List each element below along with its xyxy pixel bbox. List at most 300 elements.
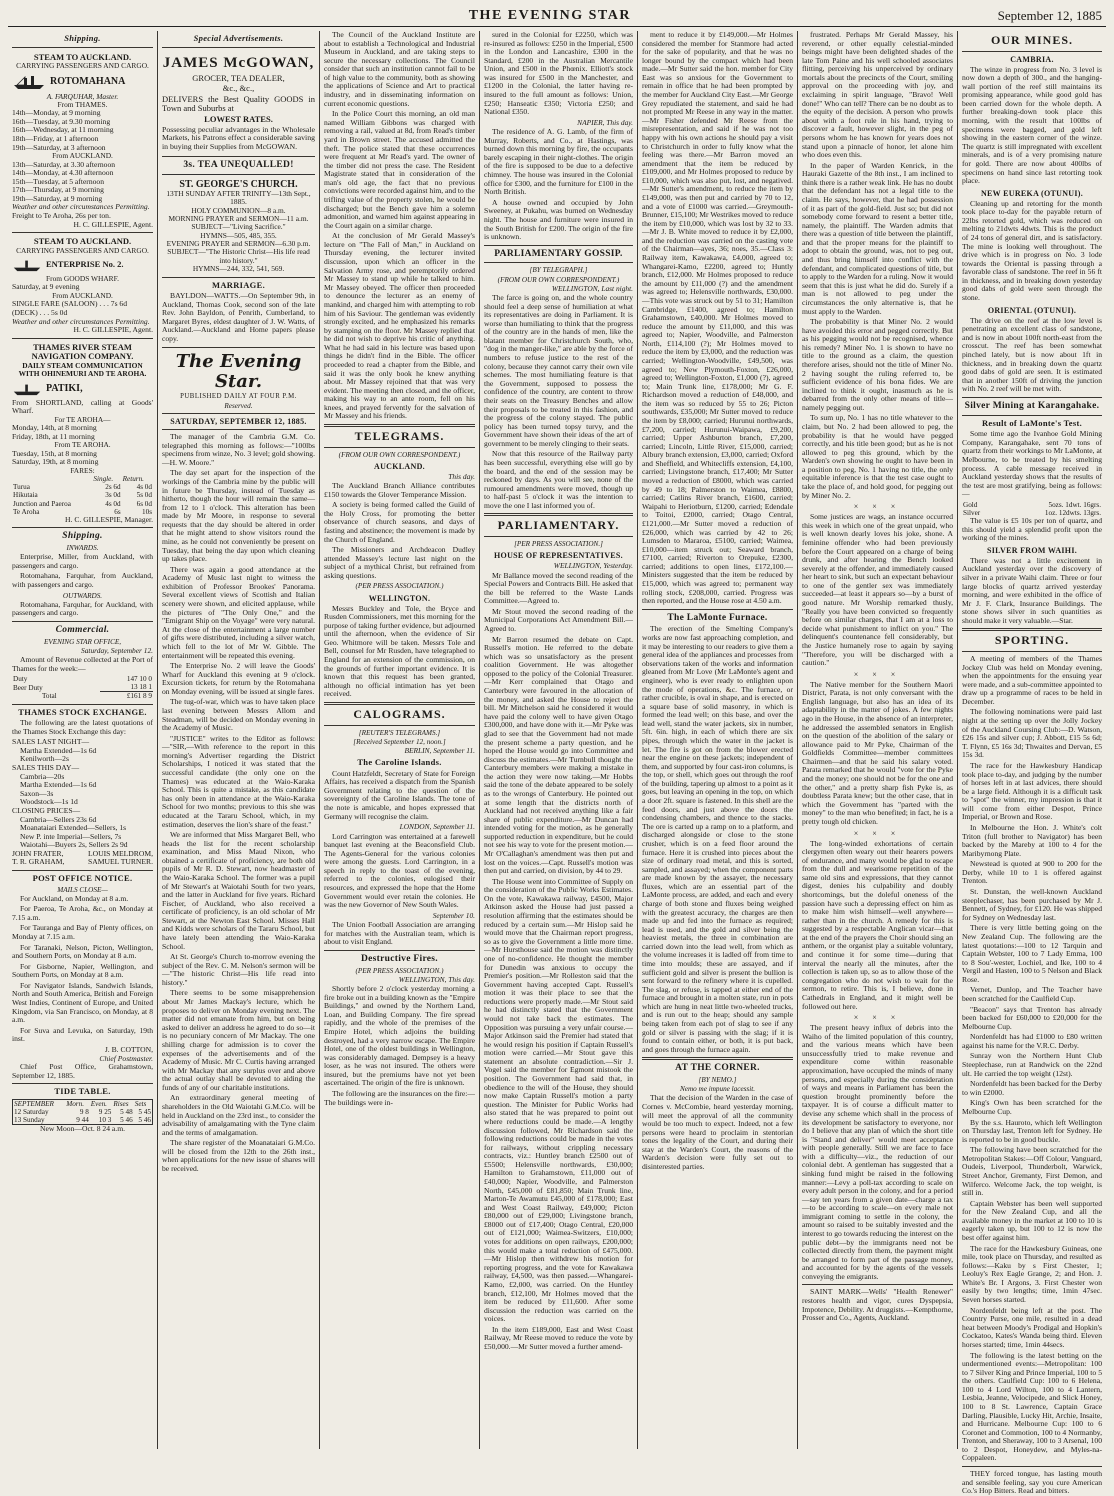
news-paragraph: A house owned and occupied by John Sweeney, at Pukahu, was burned on Wednesday night. The house and furniture were insured in the South British for £200. The origin of the fire is unknown.: [484, 197, 633, 242]
sales-day-label: SALES THIS DAY—: [12, 763, 80, 773]
list-item: Moanataiari Extended—Sellers, 1s: [20, 823, 127, 833]
route: From SHORTLAND, calling at Goods' Wharf.: [12, 397, 153, 416]
news-paragraph: ment to reduce it by £149,000.—Mr Holmes considered the member for Stanmore had acted for the sake of popularity, and that he was no longer bound by the compact which had been made.—Mr Sutter said the hon. member for City East was so anxious for the Government to remain in office that he had been prompted by the member for Auckland City East.—Mr George Grey repudiated the statement, and said he had not prompted Mr Reese in any way in the matter.—Mr Fisher defended Mr Reese from the misrepresentation, and said if he was not too happy with his own actions he should pay a visit to Christchurch in order to fully know what the feeling was there.—Mr Barron moved an amendment that the item be reduced by £109,000, and Mr Holmes proposed to reduce by £10,000, which was also put, lost, and negatived.—Mr Sutter's amendment, to reduce the item by £149,000, was then put and carried by 70 to 12, and a vote of £1000 was carried.—Greymouth-Brunner, £15,100; Mr Westrikes moved to reduce the item by £10,000, which was lost by 32 to 33.—Mr J. B. White moved to reduce it by £2,000, and the reduction was carried on the casting vote of the Chairman—ayes, 36; noes, 35.—Class 3: Railway item, Kawakawa, £4,000, agreed to; Whangarei-Kamo, £2200, agreed to; Huntly branch, £12,000. Mr Holmes proposed to reduce the amount by £11,000 (?) and the amendment was agreed to; Helensville northwards, £30,000.—This vote was struck out by 51 to 31; Hamilton Cambridge, £1400, agreed to; Hamilton Grahamstown, £40,000. Mr Holmes moved to reduce the amount by £11,000, and this was agreed to; Napier, Woodville, and Palmerston North, £114,100 (?); Mr Holmes moved to reduce the item by £3,000, and the reduction was carried; Wellington-Woodville, £49,500, was agreed to; New Plymouth-Foxton, £26,000, agreed to; Wellington-Foxton, £1,000 (?), agreed to; Main Trunk line, £178,000; Mr G. F. Richardson moved a reduction of £48,000, and the item was so reduced by 55 to 26; Picton southwards, £35,000; Mr Sutter moved to reduce the item by £8,000; carried; Hurunui northwards, £7,200, carried; Hurunui-Waipawa, £9,200, carried; Upper Ashburton branch, £7,200, carried; Lincoln, Little River, £15,000, carried; Albury branch extension, £3,000, carried; Oxford and Sheffield, and Whitecliffs extension, £4,100, carried; Livingstone branch, £17,400; Mr Sutter moved a reduction of £8000, which was carried by 49 to 18; Palmerston to Waimea, £8800, carried; Catlins River branch, £1600, carried; Waipahi to Heriotburn, £1200, carried; Edendale to Toitoi, £2000, carried; Otago Central, £121,000.—Mr Sutter moved a reduction of £26,000, which was carried by 42 to 26; Lumsden to Mararoa, £5100, carried; Waimea, £10,000—item struck out; Seaward branch, £7100, carried; Riverton to Orepuke, £2300, carried; additions to open lines, £172,100.—Ministers suggested that the item be reduced by £15,000, which was agreed to; permanent way rolling stock, £208,000, carried. Progress was then reported, and the House rose at 4.50 a.m.: [642, 30, 793, 606]
cell: 6s: [114, 507, 121, 516]
telegrams-source: (FROM OUR OWN CORRESPONDENT.): [338, 450, 461, 459]
cell: Silver: [963, 508, 981, 517]
sales-label: SALES LAST NIGHT—: [12, 737, 90, 747]
list-item: Cambria—20s: [20, 771, 65, 781]
auckland-dateline: AUCKLAND.: [374, 461, 425, 471]
merchant-name: JAMES McGOWAN,: [162, 54, 315, 71]
cell: Junction and Paeroa: [13, 499, 71, 508]
ad-subtitle: CARRYING PASSENGERS AND CARGO.: [16, 61, 149, 71]
caroline-heading: The Caroline Islands.: [357, 757, 442, 768]
news-paragraph: The present heavy influx of debris into the Waiho of the limited population of this country, and the various means which have been unsuccessfully tried to make revenue and expenditure come within reasonable approximation, have occupied the minds of many persons, and especially during the consideration of ways and means in Parliament has been the question brought prominently before the taxpayer. It is of course a difficult matter to devise any scheme which shall in the process of its development be satisfactory to everyone, nor do I believe that any plan of which the short title is "Stand and deliver" would meet acceptance with people generally. Still we are face to face with a difficulty—viz., the reduction of our colonial debt. A gentleman has suggested that a sinking fund might be raised in the following manner:—Levy a poll-tax according to scale on every adult person in the colony, and for a period—say ten years from a given date—charge a tax—to be according to scale—on every male not immigrant coming to settle in the colony, the amount so raised to be suitably invested and the interest to go towards reducing the interest on the public debt—by the immigrants need not be collected directly from them, the payment might be arranged to form part of the passage money, and accounted for by the agents of the vessels conveying the emigrants.: [802, 1023, 953, 1281]
list-item: Waiotahi—Buyers 2s, Sellers 2s 9d: [20, 840, 128, 850]
news-paragraph: "JUSTICE" writes to the Editor as follows:—"SIR,—With reference to the report in this morning's Advertiser regarding the District Scholarships, I noticed it was stated that the successful candidate (the only one on the Thames) was educated at the Waio-Karaka School. This is quite a mistake, as this candidate has only been in attendance at the Waio-Karaka School for two months; previous to this she was educated at the Tararu School, which, in my estimation, deserves the lion's share of the feast.": [162, 733, 315, 829]
news-paragraph: To sum up, No. 1 has no title whatever to the claim, but No. 2 had been allowed to peg, the probability is that he would have pegged correctly, and his title been good; but as he is not allowed to peg this ground, which by the Warden's own showing he ought to have been in a position to peg, No. 1 having no title, the only equitable inference is that the test case ought to take the place of, and hold good, for pegging out by Miner No. 2.: [802, 413, 953, 500]
cell: 9 8: [79, 1107, 89, 1116]
church-title: ST. GEORGE'S CHURCH.: [179, 178, 298, 190]
news-paragraph: At the conclusion of Mr Gerald Massey's lecture on "The Fall of Man," in Auckland on Thursday evening, the lecturer invited discussion, upon which an officer in the Salvation Army rose, and peremptorily ordered Mr Massey to stand up while he talked to him. Mr Massey obeyed. The officer then proceeded to denounce the lecturer as an enemy of mankind, and charged him with attempting to rob him of his Saviour. The gentleman was evidently strongly excited, and he emphasized his remarks by stamping on the floor. Mr Massey replied that he did not wish to deprive his critic of anything. What he had said in his lecture was based upon things he didn't find in the Bible. The officer proceeded to read a chapter from the Bible, and said it was the only book he knew anything about. Mr Massey rejoined that that was very evident. The meeting then closed, and the officer, making his way to an ante room, fell on his knees, and prayed fervently for the salvation of Mr Massey and his friends.: [324, 231, 475, 421]
cell: Beer Duty: [13, 683, 43, 692]
office: EVENING STAR OFFICE,: [43, 637, 122, 646]
news-paragraph: There was again a good attendance at the Academy of Music last night to witness the exhibition of Professor Brookes' Panorama. Several excellent views of Scottish and Italian scenery were shown, and elicited applause, while the pictures of "The Only One," and the "Emigrant Ship on the Voyage" were very natural. At the close of the entertainment a large number of gifts were distributed, including a silver watch, which fell to the lot of Mr W. Gibble. The entertainment will be repeated this evening.: [162, 564, 315, 660]
table-row: [12, 491, 153, 499]
service-line: SUBJECT—"Living Sacrifice.": [191, 222, 286, 232]
section-break: × × ×: [853, 828, 902, 838]
news-paragraph: In Melbourne the Hon. J. White's colt Triton (full brother to Navigator) has been backed by the Mareby at 100 to 4 for the Maribyrnong Plate.: [962, 823, 1102, 858]
exchange-intro: The following are the latest quotations of the Thames Stock Exchange this day:: [12, 718, 153, 736]
steam-to-auckland-ad: [12, 51, 153, 234]
gossip-heading: PARLIAMENTARY GOSSIP.: [494, 248, 623, 259]
divider: [484, 536, 633, 537]
assay-table: [962, 501, 1102, 517]
list-item: Kenilworth—2s: [20, 754, 69, 764]
news-paragraph: The manager of the Cambria G.M. Co. telegraphed this morning as follows:—"100lbs specimens from winze, No. 3 level; gold showing.—H. W. Moore.": [162, 432, 315, 467]
service-line: HYMNS—505, 485, 355.: [200, 230, 277, 240]
telegram: Messrs Buckley and Tole, the Bryce and Rusden Commissioners, met this morning for the purpose of taking further evidence, but adjourned until the afternoon, when the evidence of Sir Geo. Whitmore will be taken. Messrs Tole and Bell, counsel for Mr Rusden, have telegraphed to England for an extension of the commission, on the grounds of further important evidence. It is known that this request has been granted, although no official intimation has yet been received.: [324, 603, 475, 699]
news-paragraph: In the paper of Warden Kenrick, in the Hauraki Gazette of the 8th inst., I am inclined to think there is a rather weak link. He has no doubt that the defendant has not a legal title to the claim. He says, however, that he had possession of it as part of the gold-field. Just so; but did not somebody come forward to resent a better title, namely, the plaintiff. The Warden admits that there was a question of title between the plaintiff, and that the proper means for the plaintiff to adopt to obtain the ground, was, not to peg out, and thus bring himself into conflict with the defendant, and complicated questions of title, but to apply to the Warden for a ruling. Now it would seem that this is just what he did do. Surely if a man is not allowed to peg under the circumstances the only alternative is, that he must apply to the Warden.: [802, 160, 953, 316]
revenue-intro: Amount of Revenue collected at the Port of Thames for the week:—: [12, 655, 153, 673]
cell: 5 45: [138, 1107, 151, 1116]
manager: H. C. GILLESPIE, Manager.: [65, 514, 153, 524]
divider: [962, 1466, 1102, 1467]
ship-name: ENTERPRISE No. 2.: [46, 259, 124, 270]
dateline: This day.: [448, 471, 475, 481]
mail-item: For Suva and Levuka, on Saturday, 19th inst.: [12, 1025, 153, 1044]
signatory: JOHN FRATER,: [12, 848, 64, 858]
shipping-news-heading: Shipping.: [62, 531, 103, 542]
ad-text: Possessing peculiar advantages in the Wholesale Markets, his Patrons effect a considerable saving in buying their Supplies from McGOWAN.: [162, 124, 315, 152]
list-item: Martha Extended—1s 6d: [20, 745, 97, 755]
tea-ad: 3s. TEA UNEQUALLED!: [162, 160, 315, 175]
cell: 5 46: [120, 1116, 133, 1125]
cambria-heading: CAMBRIA.: [1010, 54, 1054, 64]
news-paragraph: King's Own has been scratched for the Melbourne Cup.: [962, 1098, 1102, 1116]
news-paragraph: There was not a little excitement in Auckland yesterday over the discovery of silver in a private Waihi claim. Three or four large blocks of quartz arrived yesterday morning, and were exhibited in the office of Mr J. F. Clark, Insurance Buildings. The stone shows silver in such quantities as should make it very valuable.—Star.: [962, 555, 1102, 625]
divider: [484, 513, 633, 516]
section-break: × × ×: [853, 502, 902, 512]
single-fare: SINGLE FARE (SALOON) . . . 7s 6d: [12, 299, 128, 309]
ship-name: PATIKI,: [46, 382, 83, 394]
divider: [324, 950, 475, 951]
list-item: Martha Extended—1s 6d: [20, 780, 97, 790]
news-paragraph: The long-winded exhortations of certain clergymen often weary out their hearers powers of endurance, and many would be glad to escape from the dull and wearisome repetition of the same old sins and expressions, that they cannot digest, denies his culpability and doubly shortcomings, but the doleful oneness of the passion have such a depressing effect on him as to make him wish himself—well anywhere—rather than in the church. A remedy for this is suggested by a respectable Anglican vicar—that at the end of the prayers the Choir should sing an anthem, or the organist play a suitable voluntary, and continue it for some time—during that interval the nearly all the minutes, after the collection is taken up, so as to allow those of the congregation who do not wish to wait for the sermon, to retire. This is, I believe, done in Cathedrals in England, and it might well be followed out here.: [802, 838, 953, 1011]
deck-fare: (DECK) . . . 5s 0d: [12, 307, 68, 317]
steamship-icon: [12, 257, 42, 273]
news-paragraph: Mr Barron resumed the debate on Capt. Russell's motion. He referred to the debate which was so unsatisfactory as the present coalition Government. He was altogether opposed to the policy of the Colonial Treasurer.—Mr Kerr complained that Otago and Canterbury were favoured in the allocation of the money, and asked the House to reject the bill. Mr Mitchelson said he considered it would have paid the colony well to have given Otago £300,000, and have done with it.—Mr Pyke was glad to see that the Government had not made the present scheme a party question, and he hoped the House would go into Committee and discuss the estimates.—Mr Turnbull thought the Canterbury members were making a mistake in the action they were now taking.—Mr Hobbs said the tone of the debate appeared to be solely as to the wrongs of Canterbury. He pointed out at some length that the districts north of Auckland had not received anything like a fair share of public expenditure.—Mr Duncan had intended voting for the motion, as he generally supported reduction in expenditure, but he could not see his way to vote for the present motion.—Mr O'Callaghan's amendment was then put and lost on the voices.—Capt. Russell's motion was then put and carried, on division, by 44 to 29.: [484, 634, 633, 876]
divider: [642, 1057, 793, 1060]
news-paragraph: Mr Ballance moved the second reading of the Special Powers and Contracts Bill. He asked that the bill be referred to the Waste Lands Committee.—Agreed to.: [484, 570, 633, 606]
divider: [962, 397, 1102, 398]
column-6: [798, 31, 958, 1449]
mail-item: For Auckland, on Monday at 8 a.m.: [20, 893, 129, 903]
waihi-heading: SILVER FROM WAIHI.: [986, 545, 1078, 555]
sporting-heading: SPORTING.: [994, 633, 1070, 648]
cable: Count Hatzfeldt, Secretary of State for Foreign Affairs, has received a dispatch from the Spanish Government relating to the question of the sovereignty of the Caroline Islands. The tone of the note is amicable, and hopes expressed that Germany will recognise the claim.: [324, 768, 475, 821]
lowest-rates: LOWEST RATES.: [204, 113, 273, 124]
signatories: [12, 858, 153, 867]
news-paragraph: The share register of the Moanataiari G.M.Co. will be closed from the 12th to the 26th inst., when applications for the new issue of shares will be received.: [162, 1138, 315, 1174]
divider: [162, 347, 315, 348]
furnace-heading: The LaMonte Furnace.: [667, 612, 768, 623]
cell: Total: [42, 692, 57, 701]
postmaster: J. B. COTTON,: [104, 1044, 153, 1054]
fire-report: The following are the insurances on the fire:—The buildings were in-: [324, 1088, 475, 1107]
ship-block: [12, 381, 153, 397]
time-line: 15th—Tuesday, at 5 afternoon: [12, 176, 105, 186]
divider: [484, 245, 633, 246]
news-paragraph: At St. George's Church to-morrow evening the subject of the Rev. C. M. Nelson's sermon will be—"The historic Christ—His life read into history.": [162, 952, 315, 987]
cell: 12 Saturday: [14, 1107, 49, 1116]
for-te-aroha: For TE AROHA—: [54, 414, 111, 424]
cell: 5s 0d: [136, 491, 152, 500]
table-header-row: [12, 475, 153, 483]
published: PUBLISHED DAILY AT FOUR P.M.: [180, 393, 297, 401]
table-row: [12, 683, 153, 692]
time-line: Saturday, 19th, at 8 morning: [12, 457, 99, 467]
corner-heading: AT THE CORNER.: [675, 1063, 760, 1074]
news-paragraph: The Native member for the Southern Maori District, Parata, is not only conversant with the English language, but also has an idea of its adaptability in the matter of jokes. A few nights ago in the House, in the absence of an interpreter, he addressed the assembled senators in English on the question of the abolition of the salary or allowance paid to Mr Pyke, Chairman of the Goldfields Committee—member committees Chairmen—and that he said his salary voted. Parata remarked that he would "vote for the Pyke and the money; one should not be for the one and the other," and a pretty sharp fish Pyke is, as doubtless Parata knew; but the other case, that in which the Government has "parted with the money" to the man who benefited; in fact, he is a pretty tough old chicken.: [802, 679, 953, 826]
cell: Te Aroha: [13, 507, 40, 516]
news-paragraph: A meeting of members of the Thames Jockey Club was held on Monday evening, when the appointments for the ensuing year were made, and a sub-committee appointed to draw up a programme of races to be held in December.: [962, 654, 1102, 706]
list-item: Woodstock—1s 1d: [20, 797, 78, 807]
news-paragraph: The following have been scratched for the Metropolitan Stakes:—Off Colour, Vanguard, Oudeis, Liverpool, Thunderbolt, Warwick, Street Anchor, Gremanty, First Demon, and Wilferco. Welcome Jack, the top weight, is still in.: [962, 1145, 1102, 1198]
telegram: A society is being formed called the Guild of the Holy Cross, for promoting the better observance of church seasons, and days of fasting and abstinence; the movement is made by the Church of England.: [324, 500, 475, 544]
news-paragraph: Newstead is quoted at 900 to 200 for the Derby, while 10 to 1 is offered against Trenton.: [962, 859, 1102, 886]
section-break: × × ×: [853, 1013, 902, 1023]
commercial-heading: Commercial.: [55, 624, 110, 635]
agent: H. C. GILLESPIE, Agent.: [73, 219, 153, 229]
mail-item: For Tauranga and Bay of Plenty offices, on Monday at 7.15 a.m.: [12, 923, 153, 942]
reserved: Reserved.: [224, 401, 253, 410]
press-association: [PER PRESS ASSOCIATION.]: [514, 540, 603, 548]
news-paragraph: Some justices are wags, an instance occurred this week in which one of the great unpaid, who is well known dearly loves his joke, shone. A feminine offender who had been previously before the Court appeared on a charge of being drunk, and after hearing the Bench looked severely at the offender, and immediately caused her heart to sink, but such an expectant behaviour to one of the gentler sex was immediately succeeded—at least it appears so—by a burst of good nature. Mr Worship remarked thusly, "Really you have been convicted so frequently before on similar charges, that I am at a loss to decide what punishment to inflict on you." The delinquent's countenance fell considerably, but the Justice humanely rose to again by saying "Therefore, you will be discharged with a caution.": [802, 512, 953, 668]
dateline: WELLINGTON, This day.: [398, 974, 475, 984]
cell: 1oz. 12dwts. 13grs.: [1044, 508, 1101, 517]
column-header: Single.: [93, 475, 114, 484]
news-paragraph: The probability is that Miner No. 2 would have avoided this error and pegged correctly. But as his pegging would not be recognised, whence his remedy? Miner No. 1 is shown to have no title to the ground as a claim, the question therefore arises, should not the title of Miner No. 2 having sought the ruling referred to, be sufficient evidence of his bona fides. We are inclined to think it ought, inasmuch as he is debarred from the only other means of title—namely pegging out.: [802, 317, 953, 412]
news-paragraph: The residence of A. G. Lamb, of the firm of Murray, Roberts, and Co., at Hastings, was burned down this morning by fire, the occupants barely escaping in their night-clothes. The origin of the fire is supposed to be due to a defective chimney. The house was insured in the Colonial office for £300, and the furniture for £100 in the North British.: [484, 127, 633, 197]
motto: Nemo me impune lacessit.: [679, 1085, 756, 1094]
exchange-heading: THAMES STOCK EXCHANGE.: [18, 706, 147, 717]
news-paragraph: Captain Webster has been well supported for the New Zealand Cup, and all the available money in the market at 100 to 10 is eagerly taken up, but 100 to 12 is now the best offer against him.: [962, 1198, 1102, 1243]
table-row: [13, 1108, 153, 1116]
divider: [324, 424, 475, 427]
mail-item: For Paeroa, Te Aroha, &c., on Monday at 7.15 a.m.: [12, 904, 153, 922]
closing-label: CLOSING PRICES—: [12, 805, 81, 815]
list-item: New P. inte Imperial—Sellers, 7s: [20, 831, 122, 841]
news-paragraph: We are informed that Miss Margaret Bell, who heads the list for the recent scholarship examination, and Miss Maud Nixon, who obtained a certificate of proficiency, are both old pupils of Mr R. D. Stewart, now headmaster of the Waio-Karaka School. The former was a pupil of Mr Stewart's at Waiotahi South for two years, and the latter in Auckland for five years. Richard Fischer, of Auckland, who also received a certificate of proficiency, is an old scholar of Mr Stewart, at the Newton East School. Misses Hall and Kidds were scholars of the Tararu School, but have lately been attending the Waio-Karaka School.: [162, 830, 315, 951]
divider: [962, 415, 1102, 416]
cell: 5 48: [120, 1107, 133, 1116]
news-paragraph: That the decision of the Warden in the case of Cornes v. McCombie, heard yesterday morning, will meet the approval of all the community would be too much to expect. Indeed, not a few persons were heard to proclaim in stentorian tones the legality of the Court, and during their stay at the Warden's Court, the reasons of the Warden's decision were fully set out to disinterested parties.: [642, 1093, 793, 1171]
moon-phase: New Moon—Oct. 8 24 a.m.: [40, 1124, 125, 1134]
shipping-heading: Shipping.: [64, 33, 101, 43]
news-paragraph: Mr Stout moved the second reading of the Municipal Corporations Act Amendment Bill.—Agreed to.: [484, 606, 633, 633]
divider: [802, 1284, 953, 1285]
news-paragraph: There is very little betting going on the New Zealand Cup. The following are the latest quotations:—100 to 12 Tarquin and Captain Webster, 100 to 7 Lady Emma, 100 to 8 Sou'-wester, Lochiel, and Ike, 100 to 4 Vergil and Hasten, 100 to 5 Nelson and Black Rose.: [962, 923, 1102, 984]
column-7: [958, 31, 1106, 1496]
divider: [12, 704, 153, 705]
service-line: HYMNS—244, 332, 541, 569.: [192, 264, 285, 274]
news-paragraph: The winze in progress from No. 3 level is now down a depth of 300., and the hanging-wall portion of the reef still maintains its promising appearance, while good gold has been carried down for the whole depth. A further breaking-down took place this morning, with the result that 100lbs of specimens were bagged, and gold left showing in the eastern corner of the winze. The quartz is still impregnated with excellent minerals, and is of a very promising nature for gold. There are now about 400lbs of specimens on hand since last retorting took place.: [962, 64, 1102, 186]
divider: [642, 609, 793, 610]
calograms-heading: CALOGRAMS.: [353, 706, 446, 721]
master: A. FARQUHAR, Master.: [46, 91, 119, 101]
news-paragraph: Cleaning up and retorting for the month took place to-day for the payable return of 22lbs retorted gold, which was reduced on melting to 21dwts 4dwts. This is the product of 24 tons of general dirt, and is satisfactory. The mine is looking well throughout. The drive which is in progress on No. 3 lode towards the Oriental is passing through a favorable class of sandstone. The reef in 56 ft in thickness, and in breaking down yesterday good dabs of gold were seen through the stone.: [962, 198, 1102, 303]
news-paragraph: "Beacon" says that Trenton has already been backed for £60,000 to £20,000 for the Melbourne Cup.: [962, 1004, 1102, 1031]
ship-block: [12, 257, 153, 273]
news-paragraph: An extraordinary general meeting of shareholders in the Old Waiotahi G.M.Co. will be held in Auckland on the 23rd inst., to consider the advisability of amalgamating with the Tyne claim and the terms of amalgamation.: [162, 1093, 315, 1137]
newspaper-title: THE EVENING STAR: [468, 8, 631, 23]
news-paragraph: The erection of the Smelting Company's works are now fast approaching completion, and it may be interesting to our readers to give them a general idea of the appliances and processes from observations taken of the works and information gleaned from Mr Love (Mr LaMonte's agent and engineer), who is ever ready to enlighten upon the mode of operations, &c. The furnace, or rather crucible, is oval in shape, and is erected on a square base of solid masonry, in which is formed the lead well; on this base, and over the lead well, stand the water jackets, six in number, 5ft. 6in. high, in each of which there are six pipes, through which the water in the jacket is let. The fire is got on from the blower erected near the engine on these jackets; independent of them, and supported by four cast-iron columns, is the top, or shell, which goes out through the roof of the building, tapering up almost to a point as it goes, but leaving an opening in the top, on which a door 2ft. square is fastened. In this shell are the feed doors, and just above the doors the condensing chambers, and thence to the stacks. The ore is carted up a ramp on to a platform, and discharged alongside or close to the stone crusher, which is on a feed floor around the furnace. Here it is crushed into pieces about the size of ordinary road metal, and this is sorted, sampled, and assayed; when the component parts are made known by the assayer, the necessary fluxes, which are an essential part of the LaMonte process, are added, and each and every charge of both stone and fluxes being weighed with the greatest accuracy, the charges are then made up and fed into the furnace as required; lead is used, and the gold and silver being the heaviest metals, the three in combination are carried down into the lead well, from which as the volume increases it is ladled off from time to time into moulds; these are assayed, and if sufficient gold and silver is present the bullion is sent forward to the refinery where it is cupelled. The slag, or refuse, is tapped at either end of the furnace and brought in a molten state, run in pots which are hung in neat little two-wheeled trucks, and is run out to the heap; should any sample being taken from each pot of slag to see if any gold or silver is passing with the slag; if it is found to contain either, or both, it is put back, and goes through the furnace again.: [642, 624, 793, 1054]
ad-title: STEAM TO AUCKLAND.: [33, 236, 132, 247]
cell: Gold: [963, 500, 978, 509]
advertisement: THEY forced tongue, has lasting mouth and sensible feeling, say you cure American Co.'s Hop Bitters. Read and bitters.: [962, 1469, 1102, 1496]
table-row: [12, 483, 153, 491]
cell: 9 25: [98, 1107, 112, 1116]
divider: [324, 725, 475, 726]
weather-note: Weather and other circumstances Permitting.: [12, 316, 150, 326]
own-correspondent: (FROM OUR OWN CORRESPONDENT.): [497, 275, 620, 284]
cell: Duty: [13, 675, 28, 684]
tide-table: [12, 1099, 153, 1125]
steamship-icon: [12, 73, 46, 91]
divider: [324, 447, 475, 448]
enterprise-ad: [12, 235, 153, 339]
wellington-dateline: WELLINGTON.: [368, 593, 431, 603]
news-paragraph: St. Dunstan, the well-known Auckland steeplechaser, has been purchased by Mr J. Bennett, of Sydney, for £120. He was shipped for Sydney on Wednesday last.: [962, 887, 1102, 922]
ad-subtitle: DAILY STEAM COMMUNICATION WITH OHINEMURI AND TE AROHA.: [18, 360, 147, 379]
divider: [484, 262, 633, 263]
column-3: [320, 31, 480, 1449]
news-paragraph: There seems to be some misapprehension about Mr James Mackay's lecture, which he proposes to deliver on Monday evening next. The matter did not emanate from him, but on being asked to deliver an address he agreed to do so—it is no pecuniary concern of Mr Mackay. The one shilling charge for admission is to cover the expenses of the advertisements and of the Academy of Music. Mr C. Curtis having arranged with Mr Mackay that any surplus over and above the actual outlay shall be devoted to aiding the funds of any of our charitable institutions.: [162, 988, 315, 1092]
time-line: 16th—Wednesday, at 11 morning: [12, 125, 114, 135]
columns: [8, 30, 1106, 1496]
etc: &c., &c.,: [222, 83, 255, 94]
parliamentary-heading: PARLIAMENTARY.: [497, 518, 620, 533]
time-line: 17th—Thursday, at 9 morning: [12, 185, 104, 195]
list-item: Cambria—Sellers 23s 6d: [20, 814, 97, 824]
news-paragraph: The following is the latest betting on the undermentioned events:—Metropolitan: 100 to 7 Silver King and Prince Imperial, 100 to 5 the others. Caulfield Cup: 100 to 6 Helena, 100 to 4 Lord Wilton, 100 to 4 Lantern, Lesbia, Jeanne, Velocipede, and Slick Honey, 100 to 8 St. Lawrence, Captain Grace Darling, Plausible, Lucky Hit, Archie, Insaite, and Hurricane. Melbourne Cup: 100 to 6 Coronet and Commotion, 100 to 4 Normanby, Trenton, and Sheraway, 100 to 3 Arsenal, 100 to 2 Despot, Honeydew, and Myles-na-Coppaleen.: [962, 1350, 1102, 1463]
mcgowan-ad: [162, 51, 315, 157]
news-paragraph: The day set apart for the inspection of the workings of the Cambria mine by the public will in future be Thursday, instead of Tuesday as hitherto, though the hour will remain the same—from 12 to 1 o'clock. This alteration has been made by Mr Moore, in response to several requests that the day should be altered in order that he might attend to show visitors round the mine, as he could not conveniently be present on Tuesday, that being the day upon which cleaning up takes place.: [162, 468, 315, 564]
silver-mining-heading: Silver Mining at Karangahake.: [964, 400, 1100, 411]
divider: [324, 702, 475, 705]
cell: 147 10 0: [126, 675, 152, 684]
tide-table-heading: TIDE TABLE.: [54, 1086, 111, 1097]
dateline: BERLIN, September 11.: [404, 745, 475, 755]
table-row: [12, 500, 153, 508]
marriage-heading: MARRIAGE.: [212, 279, 265, 290]
cell: £161 8 9: [100, 692, 153, 701]
time-line: 16th—Tuesday, at 9.30 morning: [12, 116, 111, 126]
news-paragraph: The race for the Hawkesbury Handicap took place to-day, and judging by the number of horses left in at last advices, there should be a large field. Although it is a difficult task to "spot" the winner, my impression is that it will come from either Despot, Prince Imperial, or Brown and Rose.: [962, 760, 1102, 822]
news-paragraph: Nordenfeldt has been backed for the Derby to win £2000.: [962, 1079, 1102, 1097]
divider: [12, 47, 153, 48]
from-auckland: From AUCKLAND.: [52, 151, 113, 161]
cell: 10 3: [98, 1116, 112, 1125]
cell: 4s 0d: [136, 483, 152, 492]
news-paragraph: Vernet, Dunlop, and The Teacher have been scratched for the Caulfield Cup.: [962, 985, 1102, 1003]
divider: [12, 1083, 153, 1084]
news-paragraph: The tug-of-war, which was to have taken place last evening between Messrs Allom and Steadman, will be decided on Monday evening in the Academy of Music.: [162, 697, 315, 733]
service-line: EVENING PRAYER and SERMON—6.30 p.m.: [166, 239, 311, 249]
divider: [162, 429, 315, 430]
time-line: Monday, 14th, at 8 morning: [12, 423, 97, 433]
telegram: The Missioners and Archdeacon Dudley attended Massey's lecture last night on the subject of a mythical Christ, but refrained from asking questions.: [324, 545, 475, 580]
cell: 3s 0d: [105, 491, 121, 500]
divider: [962, 651, 1102, 652]
time-line: 19th—Saturday, at 9 morning: [12, 193, 103, 203]
cell: 6s 0d: [136, 499, 152, 508]
signatory: SAMUEL TURNER.: [88, 857, 153, 867]
church-notice: [162, 177, 315, 278]
fires-heading: Destructive Fires.: [361, 953, 438, 964]
masthead: [8, 6, 1106, 27]
dateline: NAPIER, This day.: [577, 117, 633, 127]
post-office-address: Chief Post Office, Grahamstown, September 12, 1885.: [12, 1062, 153, 1080]
divider: [12, 870, 153, 871]
evening-star-banner: The Evening Star.: [175, 350, 302, 392]
new-eureka-heading: NEW EUREKA (OTUNUI).: [980, 188, 1084, 198]
news-paragraph: The following nominations were paid last night at the setting up over the Jolly Jockey of the Auckland Coursing Club:—D. Watson, £26 15s and silver cup; J. Abbott, £15 5s 6d; T. Flynn, £5 16s 3d; Thwaites and Dervan, £5 15s 3d.: [962, 707, 1102, 760]
outwards-text: Rotomahana, Farquhar, for Auckland, with passengers and cargo.: [12, 599, 153, 618]
ship-name: ROTOMAHANA: [50, 75, 126, 87]
news-paragraph: Nordenfeldt being left at the post. The Country Purse, one mile, resulted in a dead heat between Moody's Prodigal and Hopkin's Cockatoo, Kates's Wanda being third. Eleven horses started; time, 1min 44secs.: [962, 1305, 1102, 1349]
news-paragraph: frustrated. Perhaps Mr Gerald Massey, his reverend, or other equally celestial-minded beings might have been delighted shades of the late Tom Paine and his well schooled associates flitting, perceiving his unperceived by ordinary mortals about the precincts of the Court, smiling approval on the proceeding with joy, and exclaiming in spirit language, "Bravo! Well done!" Who can tell? There can be no doubt as to the equity of the decision. A person who prowls about with a foot rule in his hand, trying to discover a fault, however slight, in the peg of persons whom he has known for years does not stand upon a pinnacle of honor, let alone him who does even this.: [802, 30, 953, 160]
dateline: September 10.: [432, 910, 475, 920]
time-line: 18th—Friday, at 1 afternoon: [12, 134, 99, 143]
weather-note: Weather and other circumstances Permitting.: [12, 202, 150, 212]
by-telegraph: [BY TELEGRAPH.]: [529, 266, 588, 275]
news-paragraph: The drive on the reef at the low level is penetrating an excellent class of sandstone, and is now in about 100ft north-east from the crosscut. The reef has been somewhat pinched lately, but is now about 1ft in thickness, and in breaking down the quartz good dabs of gold are seen. It is estimated that in another 150ft of driving the junction with No. 2 reef will be met with.: [962, 315, 1102, 394]
service-line: HOLY COMMUNION—8 a.m.: [191, 205, 286, 215]
news-paragraph: The Enterprise No. 2 will leave the Goods' Wharf for Auckland this evening at 9 o'clock. Excursion tickets, for return by the Rotomahana on Monday evening, will be issued at single fares.: [162, 661, 315, 696]
revenue-table: [12, 675, 153, 700]
service-line: SUBJECT—"The Historic Christ—His life read into history.": [167, 247, 310, 265]
column-header: Sets: [134, 1099, 147, 1108]
cell: 2s 6d: [105, 483, 121, 492]
column-header: Rises: [113, 1099, 129, 1108]
oriental-heading: ORIENTAL (OTUNUI).: [987, 305, 1077, 315]
divider: [162, 47, 315, 48]
mails-close: MAILS CLOSE—: [57, 885, 108, 894]
steamship-icon: [12, 381, 42, 397]
house-heading: HOUSE OF REPRESENTATIVES.: [494, 551, 623, 561]
news-paragraph: Now that this resource of the Railway party has been successful, everything else will go by the board, and the end of the session may be reckoned by days. As you will see, none of the rumoured amendments were moved, though up to half-past 5 o'clock it was the intention to move the one I last informed you of.: [484, 449, 633, 510]
time-line: 13th—Saturday, at 3.30 afternoon: [12, 159, 116, 169]
reuters: [REUTER'S TELEGRAMS.]: [358, 728, 441, 737]
news-paragraph: The Council of the Auckland Institute are about to establish a Technological and Industrial Museum in Auckland, and are taking steps to secure the necessary collections. The Council consider that such an institution cannot fail to be of high value to the community, both as showing the applications of Science and Art to practical industry, and in disseminating information on current economic questions.: [324, 30, 475, 108]
time-line: 19th—Saturday, at 3 afternoon: [12, 142, 106, 152]
agent: H. C. GILLESPIE, Agent.: [73, 325, 153, 335]
fares-heading: FARES:: [70, 465, 95, 475]
press-association: (PER PRESS ASSOCIATION.): [355, 582, 444, 591]
departure: Saturday, at 9 evening: [12, 282, 80, 292]
cell: Turua: [13, 483, 30, 492]
received: [Received September 12, noon.]: [353, 737, 446, 746]
from-auckland: From AUCKLAND.: [52, 291, 113, 301]
time-line: Friday, 18th, at 11 morning: [12, 431, 95, 441]
fire-report: Shortly before 2 o'clock yesterday morning a fire broke out in a building known as the "Empire Buildings," and owned by the Northern Land, Loan, and Building Company. The fire spread rapidly, and the whole of the premises of the Empire Hotel, which adjoins the building destroyed, had a very narrow escape. The Empire Hotel, one of the oldest buildings in Wellington, was considerably damaged. Dempsey is a heavy loser, as he was not insured. The others were insured, but the premiums have not yet been ascertained. The origin of the fire is unknown.: [324, 984, 475, 1088]
signatory: T. R. GRAHAM,: [12, 857, 65, 867]
special-ads-heading: Special Advertisements.: [193, 33, 284, 43]
ad-title: THAMES RIVER STEAM NAVIGATION COMPANY.: [31, 341, 134, 362]
dateline: LONDON, September 11.: [399, 822, 475, 832]
ad-subtitle: CARRYING PASSENGERS AND CARGO.: [16, 245, 149, 255]
outwards-label: OUTWARDS.: [62, 591, 103, 600]
mail-item: For Taranaki, Nelson, Picton, Wellington, and Southern Ports, on Monday at 8 a.m.: [12, 942, 153, 961]
advertisement: SAINT MARK—Wells' "Health Renewer" restores health and vigor, cures Dyspepsia, Impotence, Debility. At druggists.—Kempthorne, Prosser and Co., Agents, Auckland.: [802, 1287, 953, 1323]
cell: 13 18 1: [130, 683, 152, 692]
cell: 10s: [142, 507, 152, 516]
thames-times: [12, 109, 153, 152]
church-subtitle: 13TH SUNDAY AFTER TRINITY—13th Sept., 1885.: [166, 188, 311, 207]
news-paragraph: The farce is going on, and the whole country should feel a deep sense of humiliation at what its representatives are doing in Parliament. It is worse than humiliating to think that the progress of the country are in the hands of men, like the blatant member for Christchurch South, who, "dog in the manger-like," are able by the force of numbers to refuse justice to the rest of the colony, because they cannot carry their own vile schemes. The most humiliating feature is that the Government, supposed to possess the confidence of the country, are content to throw their seats on the Treasury Benches and allow their proposals to be treated in this fashion, and the progress of the colony stayed. The public policy has been turned topsy turvy, and the Government have shown their ideas of the art of government to be merely clinging to their seats.: [484, 293, 634, 448]
cell: 5ozs. 1dwt. 16grs.: [1048, 500, 1101, 509]
telegram: The Auckland Branch Alliance contributes £150 towards the Glover Temperance Mission.: [324, 481, 475, 499]
lamonte-result-heading: Result of LaMonte's Test.: [981, 417, 1083, 428]
column-header: Morn.: [66, 1099, 84, 1108]
inwards-text: Rotomahana, Farquhar, from Auckland, with passengers and cargo.: [12, 571, 153, 589]
table-total-row: [12, 692, 153, 701]
post-office-heading: POST OFFICE NOTICE.: [32, 872, 133, 883]
ship-block: [12, 73, 153, 91]
column-header: Even.: [90, 1099, 107, 1108]
time-line: 14th—Monday, at 9 morning: [12, 108, 101, 118]
from-thames: From THAMES.: [57, 99, 108, 109]
column-header: SEPTEMBER: [14, 1099, 54, 1108]
trade: GROCER, TEA DEALER,: [192, 72, 285, 83]
column-header: Return.: [122, 475, 144, 484]
column-1: [8, 31, 158, 1449]
table-header-row: [13, 1099, 153, 1108]
cell: 4s 0d: [105, 499, 121, 508]
ad-title: STEAM TO AUCKLAND.: [33, 51, 132, 62]
column-header: [12, 475, 92, 483]
mail-item: For Navigator Islands, Sandwich Islands, North and South America, British and Foreign West Indies, Continent of Europe, and United Kingdom, via San Francisco, on Monday, at 8 a.m.: [12, 980, 153, 1025]
cell: Hikutaia: [13, 491, 38, 500]
from-wharf: From GOODS WHARF.: [46, 274, 119, 284]
from-te-aroha: From TE AROHA.: [54, 440, 111, 450]
divider: [962, 51, 1102, 52]
dateline: Saturday, September 12.: [81, 645, 153, 655]
news-paragraph: The value is £5 10s per ton of quartz, and this should yield a splendid profit upon the working of the mines.: [962, 516, 1102, 543]
cell: 5 46: [138, 1116, 151, 1125]
time-line: 14th—Monday, at 4.30 afternoon: [12, 168, 114, 178]
dateline: WELLINGTON, Yesterday.: [553, 561, 633, 571]
divider: [162, 413, 315, 414]
news-paragraph: In the item £189,000, East and West Coast Railway, Mr Reese moved to reduce the vote by £50,000.—Mr Sutter moved a further amend-: [484, 1324, 633, 1351]
dateline: WELLINGTON, Last night.: [551, 283, 633, 293]
ad-body: DELIVERS the Best Quality GOODS in Town and Suburbs at: [162, 93, 315, 114]
fares-table: [12, 475, 153, 516]
divider: [962, 628, 1102, 631]
divider: [12, 621, 153, 622]
issue-date: SATURDAY, SEPTEMBER 12, 1885.: [170, 417, 307, 427]
cell: 13 Sunday: [14, 1116, 45, 1125]
news-paragraph: The race for the Hawkesbury Guineas, one mile, took place on Thursday, and resulted as follows:—Kaku by s First Chester, 1; Leoluy's Rex Eagle Grange, 2; and Hon. J. White's Br. I Argons, 3. First Chester won easily by two lengths; time, 1min 47sec. Seven horses started.: [962, 1243, 1102, 1305]
column-5: [638, 31, 798, 1449]
mail-item: For Gisborne, Napier, Wellington, and Southern Ports, on Monday at 8 a.m.: [12, 961, 153, 980]
time-line: Tuesday, 15th, at 8 morning: [12, 448, 97, 458]
inwards-label: INWARDS.: [66, 544, 99, 553]
inwards-text: Enterprise, Miller, from Auckland, with passengers and cargo.: [12, 552, 153, 570]
news-paragraph: By the s.s. Hauroto, which left Wellington on Thursday last, Trenton left for Sydney. He is reported to be in good buckle.: [962, 1117, 1102, 1144]
column-4: [480, 31, 638, 1449]
